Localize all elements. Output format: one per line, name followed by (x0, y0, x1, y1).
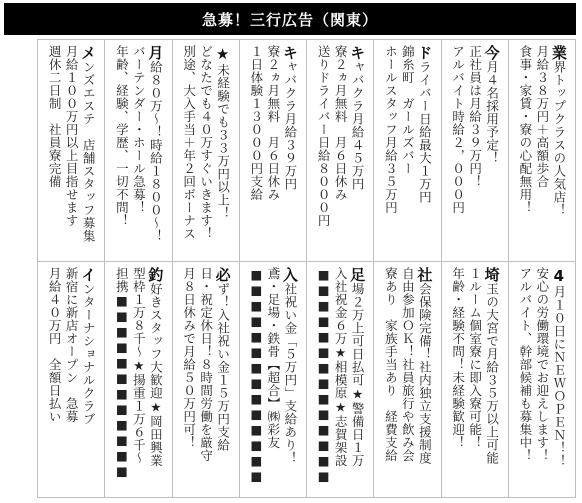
ad-line (282, 45, 298, 261)
ad-line (198, 267, 214, 497)
ad-line-text: 玉の大宮で月給３５万以上可能 (484, 282, 500, 465)
ad-line (46, 45, 62, 261)
ad-line-text: 社祝い金「５万円」支給あり！ (282, 282, 298, 465)
ad-line (534, 45, 550, 261)
ad-line (215, 267, 231, 497)
ad-cell (374, 40, 441, 262)
ad-line (113, 267, 129, 497)
ad-line-text: 別途、大入手当＋年２回ボーナス (181, 45, 197, 240)
ad-line-text: 未経験でも３３万円以上！ (215, 63, 231, 220)
ad-line-text: 寮あり 家族手当あり 経費支給 (383, 267, 399, 462)
ad-line (349, 45, 365, 261)
ad-line-text: 月給１００万円以上目指せます (64, 45, 80, 227)
ad-line (416, 267, 432, 497)
ad-line (517, 45, 533, 261)
ad-line (248, 267, 264, 497)
ad-line (484, 45, 500, 261)
ad-cell (173, 40, 240, 262)
ad-line (450, 267, 466, 497)
ad-cell (509, 40, 576, 262)
page-title: 急募！三行広告（関東） (4, 3, 576, 35)
ad-headline-char: ド (415, 45, 434, 61)
ad-line-text: 会保険完備！社内独立支援制度 (417, 282, 433, 465)
ad-line-text: 入社祝金６万★相模原★志賀架設 (333, 267, 349, 467)
ad-headline-char: 月 (146, 45, 165, 61)
ad-line-text: 型枠１万８千〜★揚重１万６千〜 (131, 267, 147, 465)
ad-cell (173, 262, 240, 498)
ad-line-text: 寮２ヵ月無料 月６日休み (265, 45, 281, 201)
ad-line (382, 45, 398, 261)
ad-line-text: 月８日休みで月給５０万円可！ (181, 267, 197, 449)
ad-line (130, 45, 146, 261)
ad-headline-char: 埼 (482, 267, 501, 283)
ad-line-text: ンズエステ 店舗スタッフ募集 (81, 60, 97, 243)
ad-line-text: 週休二日制 社員寮完備 (47, 45, 63, 188)
ad-line (147, 267, 163, 497)
ad-line-text: 正社員は月給３９万円！ (467, 45, 483, 188)
ad-line (332, 45, 348, 261)
ad-line (551, 267, 567, 497)
ad-line-text: ャバクラ月給４５万円 (350, 60, 366, 191)
ad-line-text: バーテンダー・ホール急募！ (131, 45, 147, 214)
ad-line (181, 45, 197, 261)
ad-line-text: 日・祝定休日！８時間労働を厳守 (198, 267, 214, 462)
ad-line (265, 267, 281, 497)
ad-line-text: 月給４０万円 全額日払い (47, 267, 63, 423)
ad-line-text: 好きスタッフ大歓迎★岡田興業 (148, 282, 164, 467)
ad-line-text: ■■■■■■■■■■■■■■ (248, 267, 264, 484)
ad-headline-char: 入 (280, 267, 299, 283)
ad-line-text: ャバクラ月給３９万円 (282, 60, 298, 191)
ad-line-text: 給８０万〜！時給１８００〜！ (148, 60, 164, 243)
ad-cell (38, 40, 105, 262)
ad-line-text: 自由参加ＯＫ！社員旅行や飲み会 (400, 267, 416, 462)
ad-line-text: 月４名採用予定！ (484, 60, 500, 165)
ad-headline-char: キ (348, 45, 367, 61)
ad-line (80, 45, 96, 261)
ad-cell (240, 40, 307, 262)
ad-headline-char: キ (280, 45, 299, 61)
ad-line-text: 場２万上可日払可★警備日１万 (350, 282, 366, 467)
ad-line (517, 267, 533, 497)
ad-line-text: １ルーム個室寮に即入寮可能！ (467, 267, 483, 449)
ad-line (315, 45, 331, 261)
ad-line-text: １日体験１３０００円支給 (248, 45, 264, 201)
ad-headline-char: 4 (549, 267, 568, 286)
ad-line-text: ンターナショナルクラブ (81, 282, 97, 426)
ad-line-text: 安心の労働環境でお迎えします！ (534, 267, 550, 462)
ad-line (113, 45, 129, 261)
ad-line-text: 月給３８万円＋高額歩合 (534, 45, 550, 188)
ad-cell (509, 262, 576, 498)
ad-line (467, 267, 483, 497)
ad-headline-char: 釣 (146, 267, 165, 283)
ad-cell (442, 262, 509, 498)
ad-line (332, 267, 348, 497)
ad-line (467, 45, 483, 261)
ad-headline-char: ★ (213, 45, 232, 64)
ad-cell (38, 262, 105, 498)
ad-headline-char: 業 (549, 45, 568, 61)
ad-cell (374, 262, 441, 498)
ad-line (147, 45, 163, 261)
ad-line (399, 45, 415, 261)
ad-line (551, 45, 567, 261)
ad-cell (442, 40, 509, 262)
ad-cell (307, 262, 374, 498)
ad-line (63, 45, 79, 261)
ad-headline-char: 必 (213, 267, 232, 283)
ad-cell (307, 40, 374, 262)
ad-line-text: 鳶・足場・鉄骨【超合】㈱彩友 (265, 267, 281, 449)
ad-line (399, 267, 415, 497)
ad-cell (240, 262, 307, 498)
ad-line (198, 45, 214, 261)
ad-line (382, 267, 398, 497)
ad-headline-char: イ (79, 267, 98, 283)
ad-headline-char: メ (79, 45, 98, 61)
ad-line-text: アルバイト時給２，０００円 (450, 45, 466, 214)
ad-line-text: 担携■■■■■■■■■■■■ (114, 267, 130, 479)
ad-line (484, 267, 500, 497)
ad-line-text: 年齢・経験不問！未経験歓迎！ (450, 267, 466, 449)
ad-line-text: 年齢、経験、学歴、一切不問！ (114, 45, 130, 227)
ad-line (80, 267, 96, 497)
ad-line-text: どなたでも４０万すぐいきます！ (198, 45, 214, 240)
ad-headline-char: 足 (348, 267, 367, 283)
ad-line (181, 267, 197, 497)
ad-line-text: ■■■■■■■■■■■■■■ (316, 267, 332, 484)
ad-headline-char: 社 (415, 267, 434, 283)
ad-line-text: ホールスタッフ月給３５万円 (383, 45, 399, 214)
ad-line (248, 45, 264, 261)
ad-line (63, 267, 79, 497)
ad-line-text: 新宿に新店オープン 急募 (64, 267, 80, 423)
ad-headline-char: 今 (482, 45, 501, 61)
ad-line (46, 267, 62, 497)
ad-line-text: 食事・家賃・寮の心配無用！ (517, 45, 533, 214)
ad-line (534, 267, 550, 497)
ad-line-text: 錦糸町 ガールズバー (400, 45, 416, 175)
ad-line-text: ライバー日給最大１万円 (417, 60, 433, 204)
ad-line-text: ず！入社祝い金１５万円支給 (215, 282, 231, 452)
ad-line (416, 45, 432, 261)
ad-line (130, 267, 146, 497)
ad-line-text: 寮２ヵ月無料 月６日休み (333, 45, 349, 201)
ad-line-text: アルバイト、幹部候補も募集中！ (517, 267, 533, 462)
ad-line-text: 送りドライバー日給８０００円 (316, 45, 332, 227)
ad-line (450, 45, 466, 261)
ad-line (215, 45, 231, 261)
ad-cell (105, 40, 172, 262)
ad-line-text: 月１０日にＮＥＷＯＰＥＮ！！ (551, 285, 567, 468)
ad-line (282, 267, 298, 497)
ad-line-text: 界トップクラスの人気店！ (551, 60, 567, 217)
classified-ads-grid (37, 39, 576, 498)
ad-cell (105, 262, 172, 498)
ad-line (265, 45, 281, 261)
ad-line (349, 267, 365, 497)
ad-line (315, 267, 331, 497)
